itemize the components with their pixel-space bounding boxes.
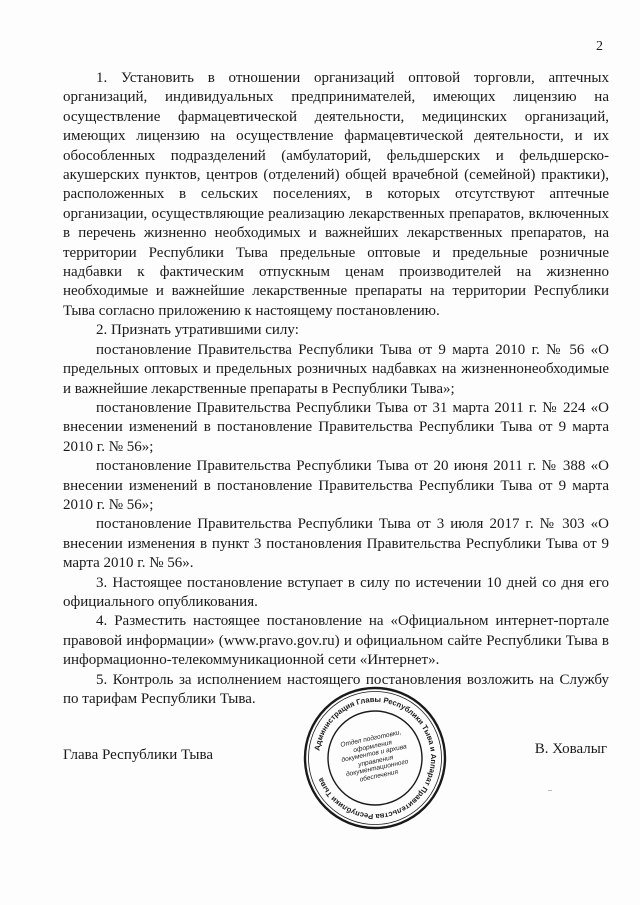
paragraph-item-2-d: постановление Правительства Республики Тыва от 3 июля 2017 г. № 303 «О внесении изменения в пункт 3 постановления Правительства Республики Тыва от 9 марта 2010 г. № 56». — [63, 516, 609, 572]
paragraph-item-4: 4. Разместить настоящее постановление на «Официальном интернет-портале правовой информации» (www.pravo.gov.ru) и официальном сайте Республики Тыва в информационно-телекоммуникационной сети «Интернет». — [63, 613, 609, 669]
paragraph-item-5: 5. Контроль за исполнением настоящего постановления возложить на Службу по тарифам Республики Тыва. — [63, 671, 609, 707]
signatory-title: Глава Республики Тыва — [63, 747, 214, 763]
seal-ring-text: Администрация Главы Республики Тыва и Аппарат Правительства Республики Тыва — [312, 694, 439, 822]
paragraph-item-2-b: постановление Правительства Республики Тыва от 31 марта 2011 г. № 224 «О внесении изменений в постановление Правительства Республики Тыва от 9 марта 2010 г. № 56»; — [63, 399, 609, 455]
paragraph-item-3: 3. Настоящее постановление вступает в силу по истечении 10 дней со дня его официального опубликования. — [63, 574, 609, 610]
paragraph-item-2-a: постановление Правительства Республики Тыва от 9 марта 2010 г. № 56 «О предельных оптовых и предельных розничных надбавках на жизненнонеобходимые и важнейшие лекарственные препараты в Республики Тыва»; — [63, 341, 609, 397]
page-number: 2 — [596, 39, 603, 54]
seal-center-text: Отдел подготовки, оформления документов и архива управления документационного обеспечения — [339, 729, 410, 784]
paragraph-item-2-c: постановление Правительства Республики Тыва от 20 июня 2011 г. № 388 «О внесении изменений в постановление Правительства Республики Тыва от 9 марта 2010 г. № 56»; — [63, 458, 609, 513]
paragraph-item-1: 1. Установить в отношении организаций оптовой торговли, аптечных организаций, индивидуальных предпринимателей, имеющих лицензию на осуществление фармацевтической деятельности, медицинских организаций, имеющих лицензию на осуществление фармацевтической деятельности, и их обособленных подразделений (амбулаторий, фельдшерских и фельдшерско-акушерских пунктов, центров (отделений) общей врачебной (семейной) практики), расположенных в сельских поселениях, в которых отсутствуют аптечные организации, осуществляющие реализацию лекарственных препаратов, включенных в перечень жизненно необходимых и важнейших лекарственных препаратов, на территории Республики Тыва предельные оптовые и предельные розничные надбавки к фактическим отпускным ценам производителей на жизненно необходимые и важнейшие лекарственные препараты на территории Республики Тыва согласно приложению к настоящему постановлению. — [63, 70, 609, 319]
scan-artifact — [548, 790, 552, 791]
signature-block — [63, 740, 609, 770]
signatory-name: В. Ховалыг — [534, 741, 607, 757]
paragraph-item-2-intro: 2. Признать утратившими силу: — [96, 322, 299, 339]
document-body — [63, 69, 609, 709]
